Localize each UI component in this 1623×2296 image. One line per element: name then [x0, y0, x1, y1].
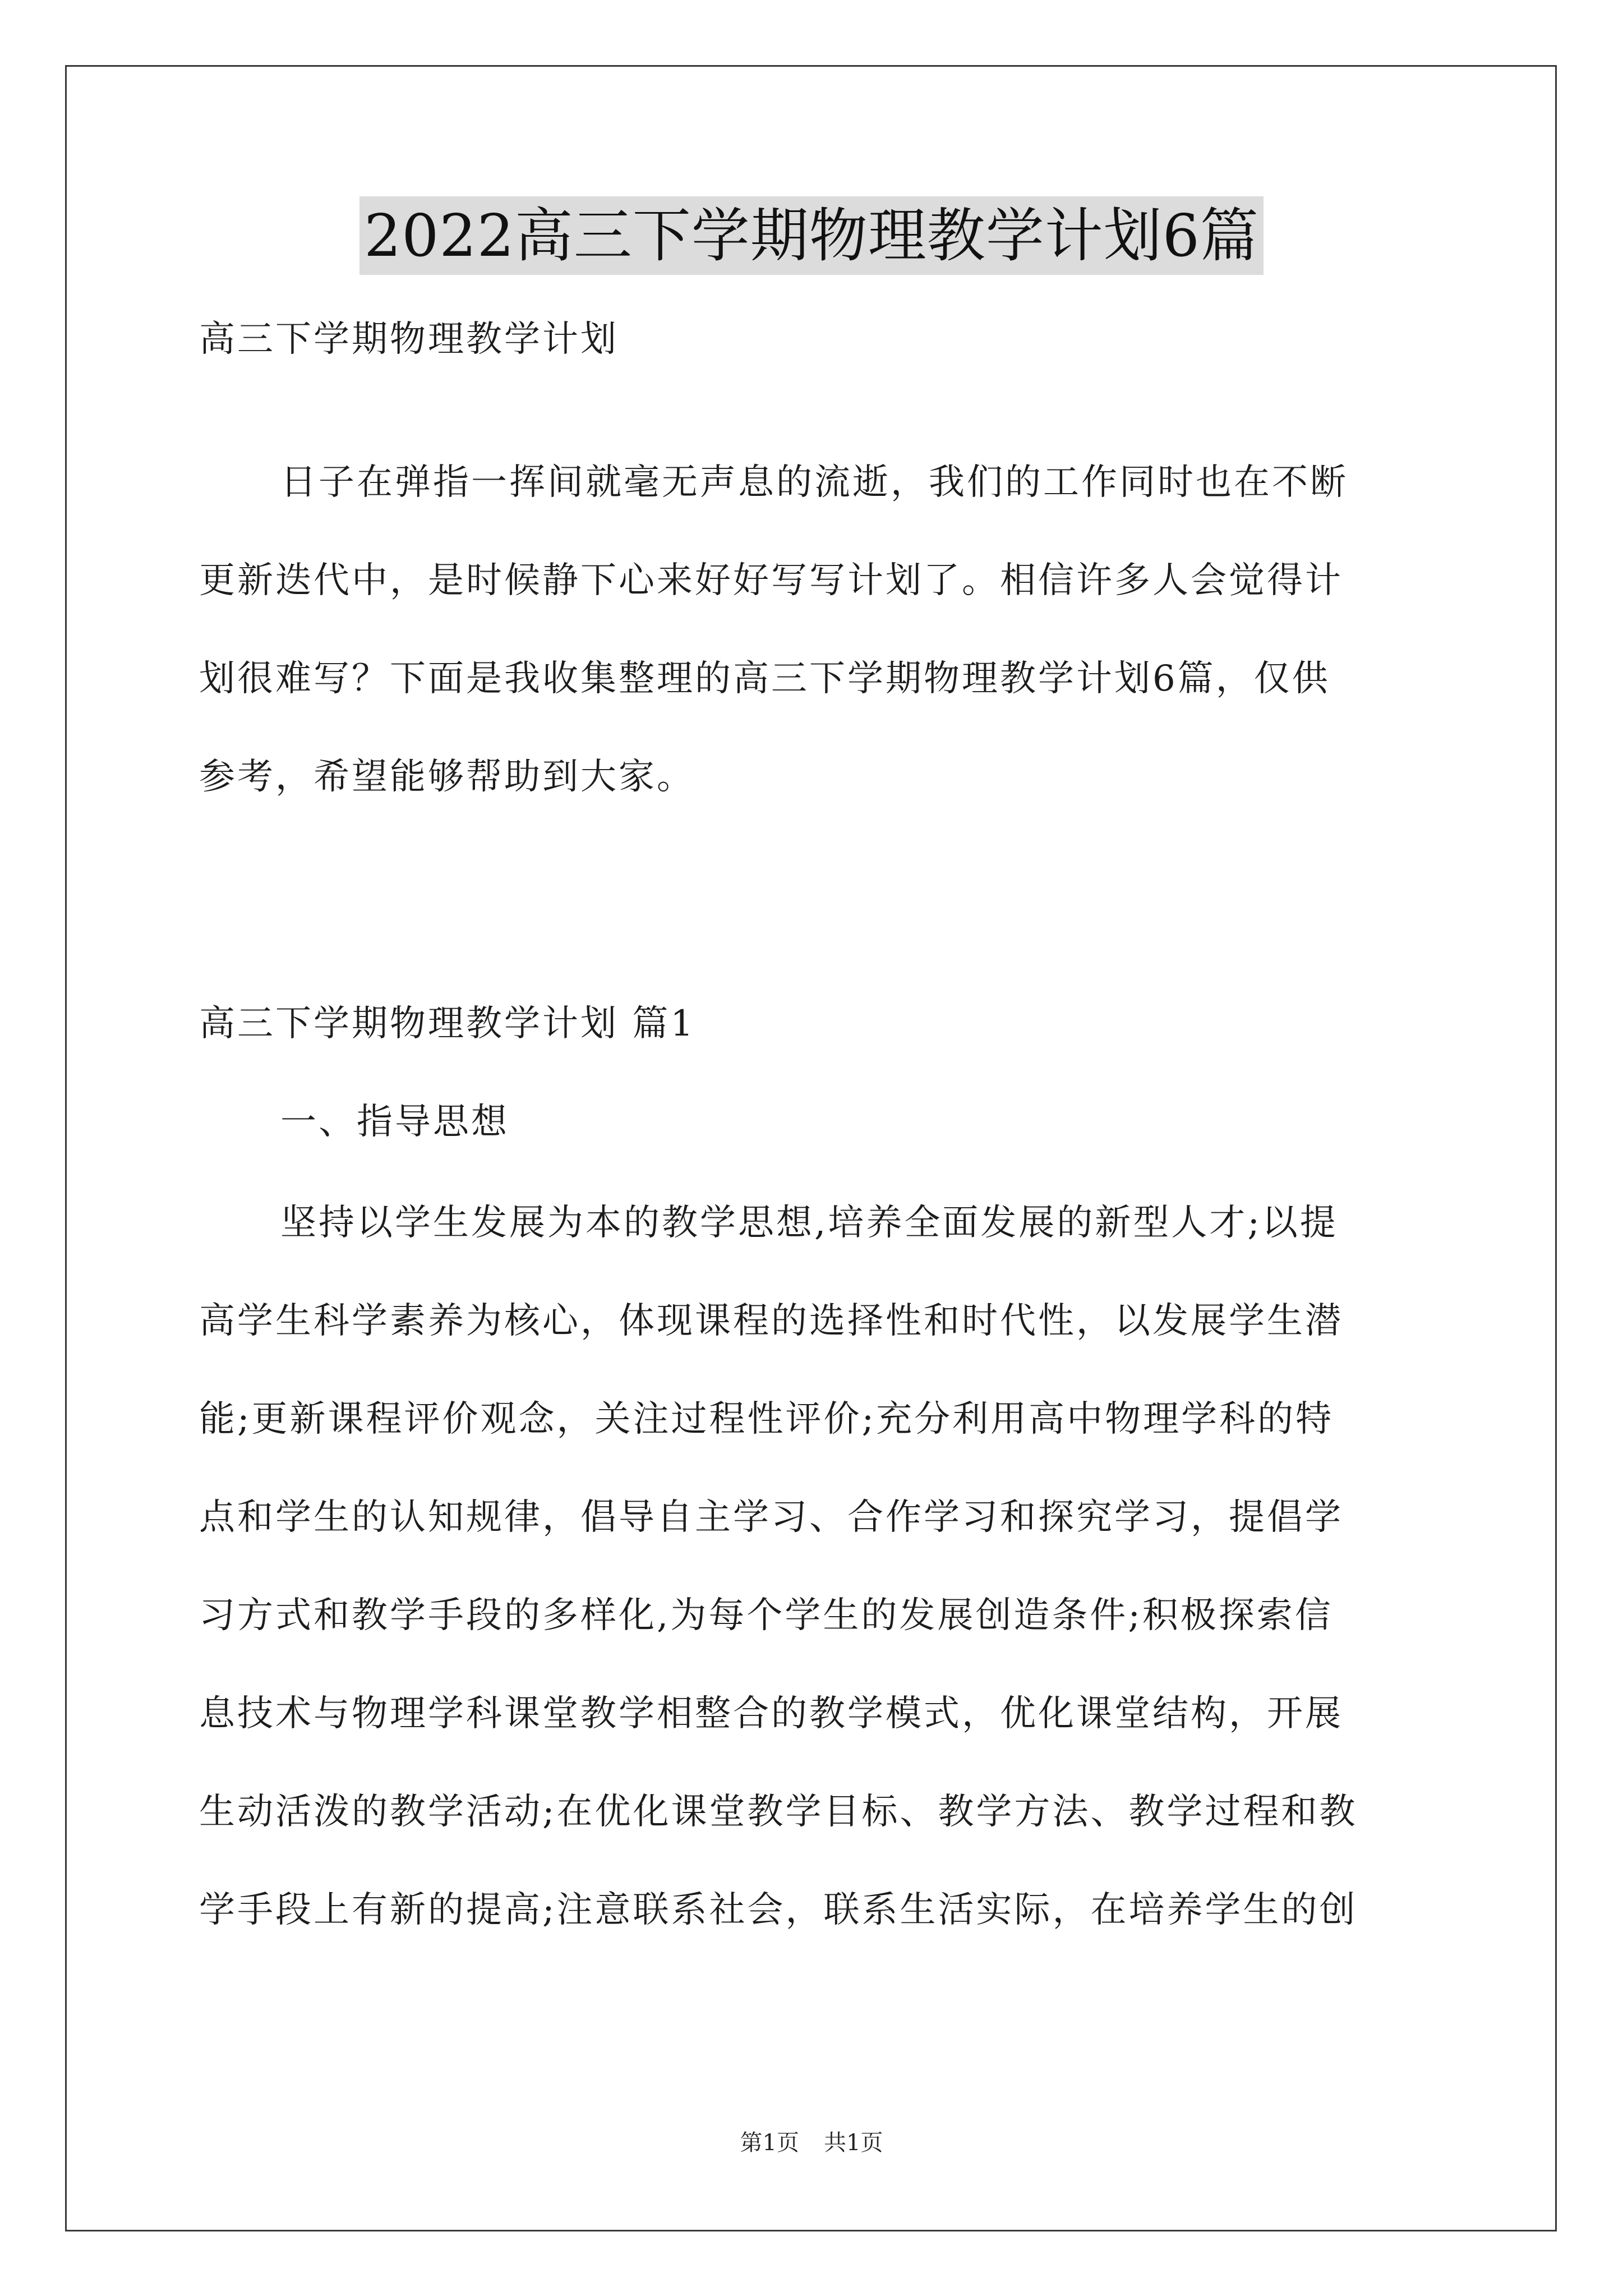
title-container — [0, 196, 1623, 275]
intro-line: 日子在弹指一挥间就毫无声息的流逝，我们的工作同时也在不断 — [280, 462, 1348, 503]
body-line: 息技术与物理学科课堂教学相整合的教学模式，优化课堂结构，开展 — [199, 1693, 1343, 1734]
body-line: 点和学生的认知规律，倡导自主学习、合作学习和探究学习，提倡学 — [199, 1497, 1343, 1538]
body-line: 生动活泼的教学活动;在优化课堂教学目标、教学方法、教学过程和教 — [199, 1791, 1358, 1833]
intro-line: 参考，希望能够帮助到大家。 — [199, 756, 695, 798]
subheading: 高三下学期物理教学计划 — [199, 319, 619, 360]
body-line: 高学生科学素养为核心，体现课程的选择性和时代性，以发展学生潜 — [199, 1300, 1343, 1342]
page-total: 共1页 — [824, 2130, 883, 2156]
subsection-heading: 一、指导思想 — [280, 1101, 509, 1143]
intro-line: 划很难写？下面是我收集整理的高三下学期物理教学计划6篇，仅供 — [199, 658, 1330, 700]
intro-line: 更新迭代中，是时候静下心来好好写写计划了。相信许多人会觉得计 — [199, 560, 1343, 601]
section-heading: 高三下学期物理教学计划 篇1 — [199, 1003, 696, 1045]
page-footer — [0, 2127, 1623, 2159]
body-line: 坚持以学生发展为本的教学思想,培养全面发展的新型人才;以提 — [280, 1202, 1338, 1244]
body-line: 能;更新课程评价观念，关注过程性评价;充分利用高中物理学科的特 — [199, 1398, 1334, 1440]
body-line: 学手段上有新的提高;注意联系社会，联系生活实际，在培养学生的创 — [199, 1889, 1358, 1931]
document-title: 2022高三下学期物理教学计划6篇 — [359, 196, 1264, 275]
page-number: 第1页 — [740, 2130, 799, 2156]
body-line: 习方式和教学手段的多样化,为每个学生的发展创造条件;积极探索信 — [199, 1595, 1333, 1636]
